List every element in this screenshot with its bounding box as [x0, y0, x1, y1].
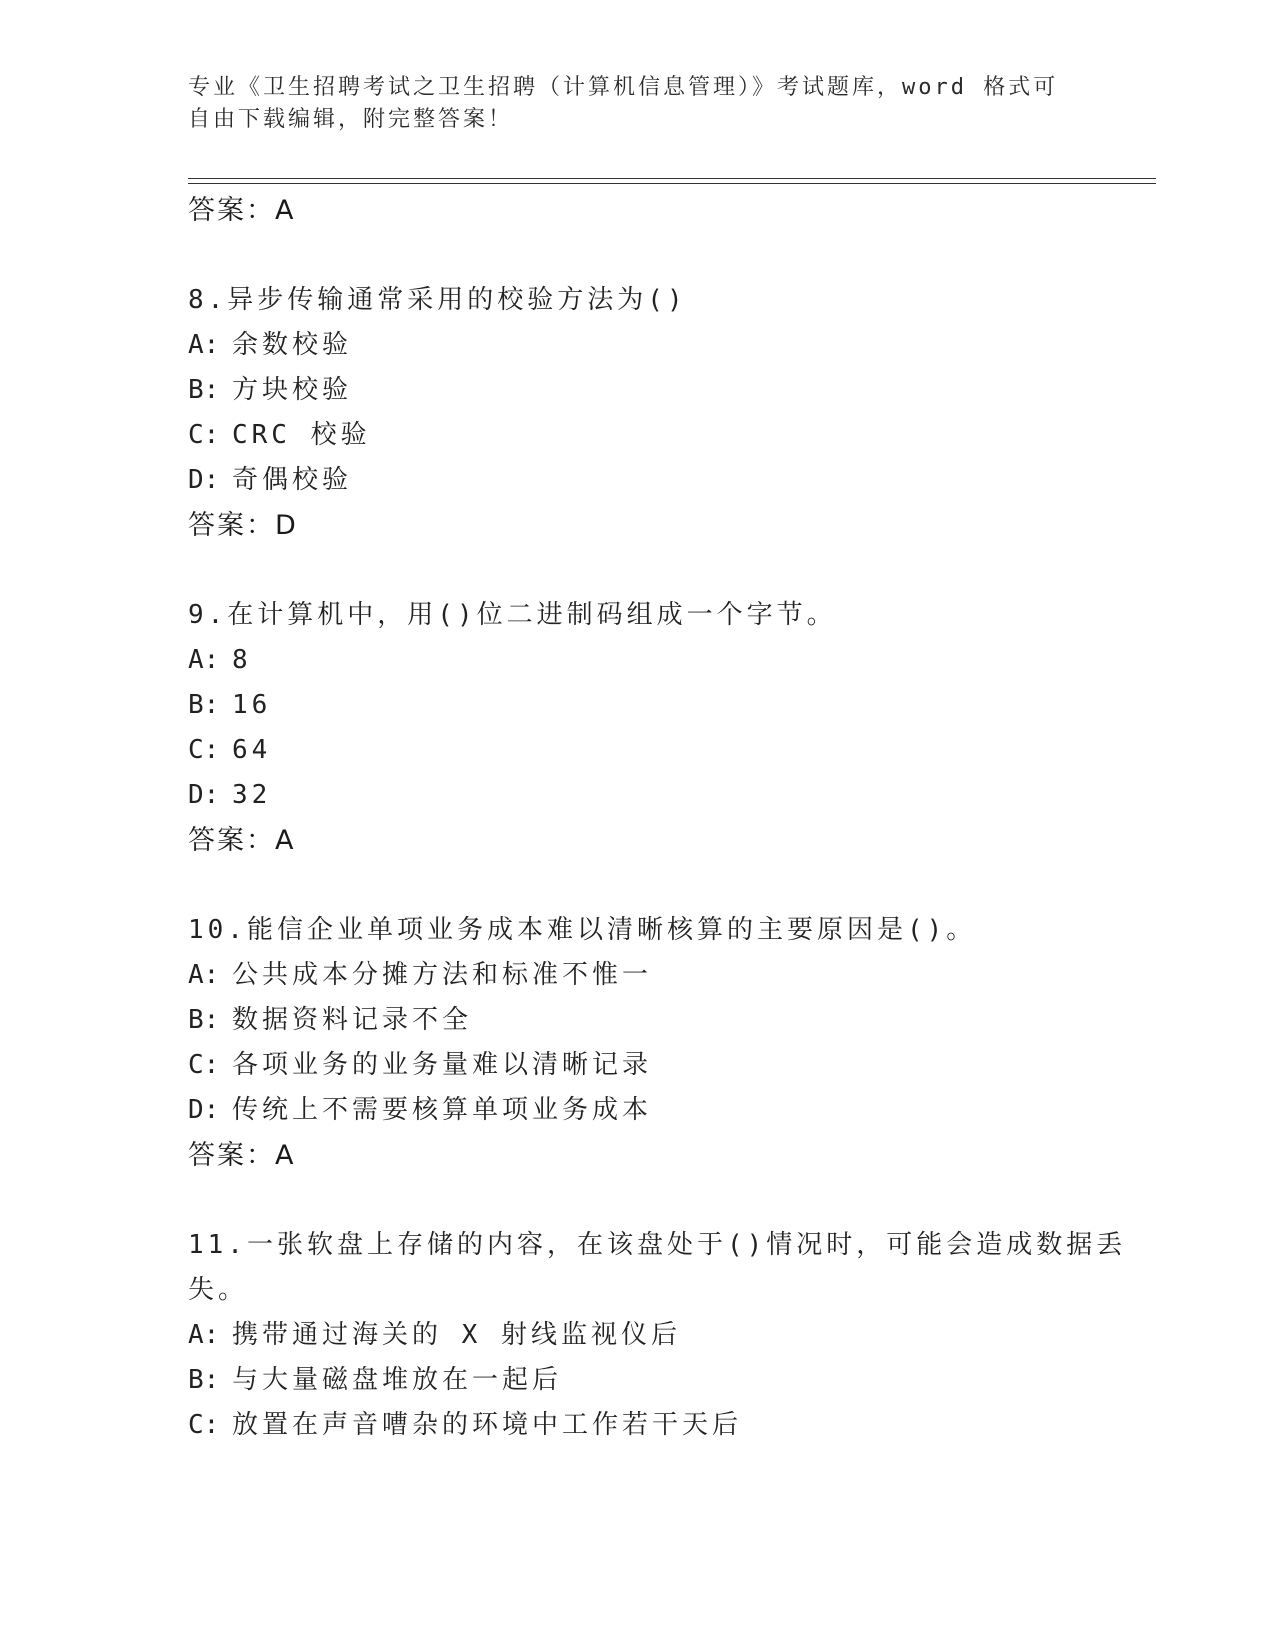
option-b: [188, 683, 1128, 728]
answer: 答案：A: [188, 1140, 296, 1171]
option-text: 奇偶校验: [232, 465, 353, 495]
option-b: [188, 1358, 1128, 1403]
option-letter: B:: [188, 1365, 220, 1395]
option-letter: C:: [188, 735, 220, 765]
option-letter: C:: [188, 420, 220, 450]
header-divider-bottom: [188, 183, 1156, 184]
option-b: [188, 368, 1128, 413]
option-c: [188, 1043, 1128, 1088]
option-d: [188, 458, 1128, 503]
option-letter: C:: [188, 1050, 220, 1080]
option-text: 64: [232, 735, 272, 765]
answer: 答案：D: [188, 510, 298, 541]
option-text: 各项业务的业务量难以清晰记录: [232, 1050, 653, 1080]
option-c: [188, 413, 1128, 458]
option-letter: A:: [188, 330, 220, 360]
option-d: [188, 1088, 1128, 1133]
option-a: [188, 953, 1128, 998]
option-b: [188, 998, 1128, 1043]
question-title: 8.异步传输通常采用的校验方法为(): [188, 285, 687, 315]
option-letter: A:: [188, 960, 220, 990]
question-10: [188, 908, 1128, 1179]
question-list: [188, 188, 1128, 1448]
question-title: 10.能信企业单项业务成本难以清晰核算的主要原因是()。: [188, 915, 977, 945]
option-text: 方块校验: [232, 375, 353, 405]
option-text: 与大量磁盘堆放在一起后: [232, 1365, 563, 1395]
previous-answer: 答案：A: [188, 195, 296, 226]
option-c: [188, 1403, 1128, 1448]
option-letter: B:: [188, 1005, 220, 1035]
header-divider-top: [188, 178, 1156, 179]
option-text: 16: [232, 690, 272, 720]
option-letter: B:: [188, 690, 220, 720]
option-a: [188, 638, 1128, 683]
option-letter: D:: [188, 1095, 220, 1125]
option-text: 传统上不需要核算单项业务成本: [232, 1095, 653, 1125]
option-letter: D:: [188, 465, 220, 495]
option-text: 携带通过海关的 X 射线监视仪后: [232, 1320, 681, 1350]
header-note: 专业《卫生招聘考试之卫生招聘（计算机信息管理）》考试题库，word 格式可自由下载编辑，附完整答案！: [188, 75, 1059, 132]
option-text: CRC 校验: [232, 420, 371, 450]
option-a: [188, 323, 1128, 368]
question-11: [188, 1223, 1128, 1448]
option-text: 8: [232, 645, 252, 675]
question-title: 9.在计算机中，用()位二进制码组成一个字节。: [188, 600, 837, 630]
option-text: 余数校验: [232, 330, 353, 360]
option-c: [188, 728, 1128, 773]
option-letter: B:: [188, 375, 220, 405]
question-8: [188, 278, 1128, 549]
option-letter: D:: [188, 780, 220, 810]
option-text: 数据资料记录不全: [232, 1005, 473, 1035]
option-text: 公共成本分摊方法和标准不惟一: [232, 960, 653, 990]
option-text: 32: [232, 780, 272, 810]
option-d: [188, 773, 1128, 818]
option-text: 放置在声音嘈杂的环境中工作若干天后: [232, 1410, 743, 1440]
option-letter: A:: [188, 645, 220, 675]
answer: 答案：A: [188, 825, 296, 856]
option-a: [188, 1313, 1128, 1358]
option-letter: A:: [188, 1320, 220, 1350]
question-title: 11.一张软盘上存储的内容，在该盘处于()情况时，可能会造成数据丢失。: [188, 1230, 1127, 1305]
question-9: [188, 593, 1128, 864]
option-letter: C:: [188, 1410, 220, 1440]
